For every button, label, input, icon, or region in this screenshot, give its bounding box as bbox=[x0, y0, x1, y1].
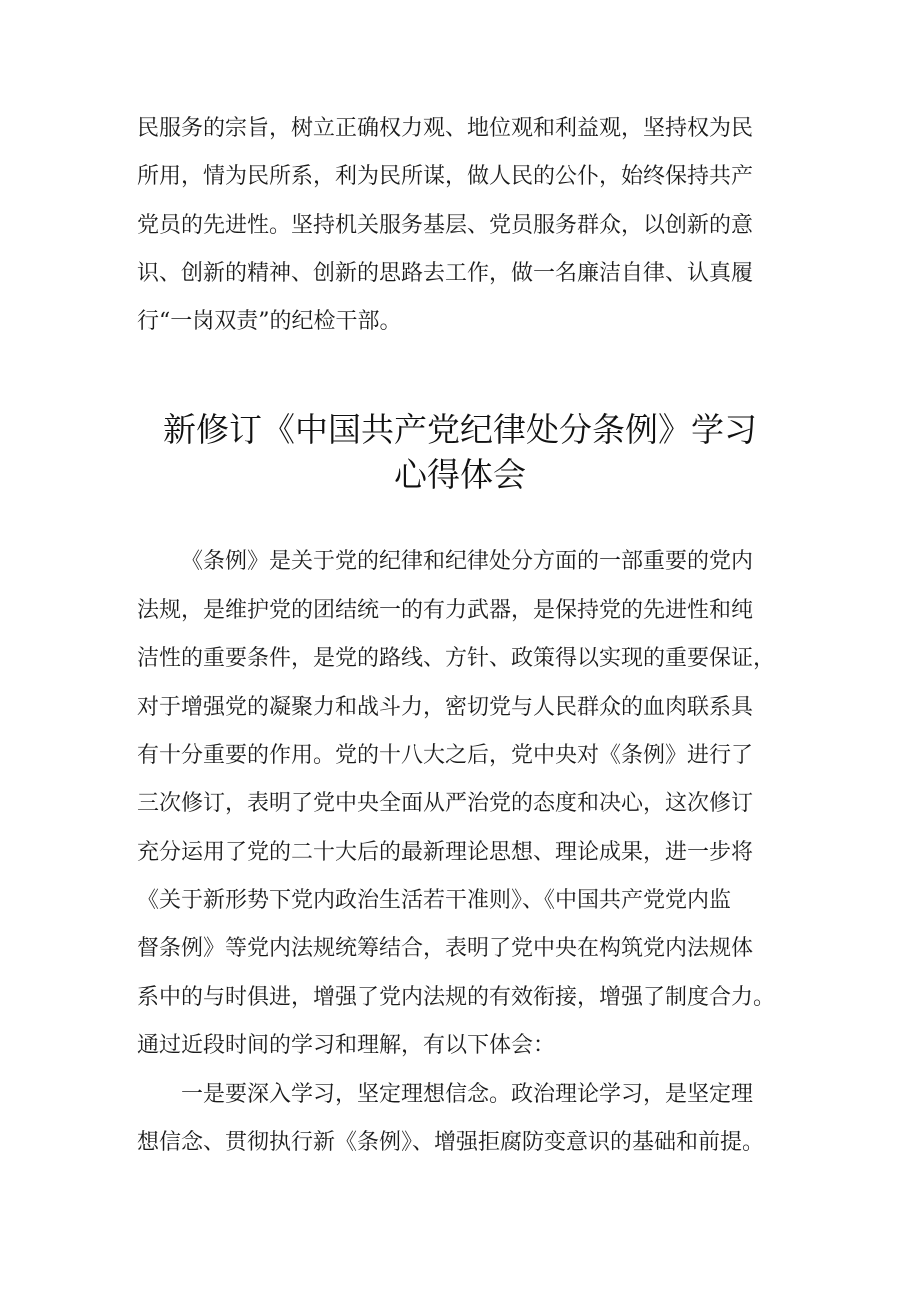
text-line: 行“一岗双责”的纪检干部。 bbox=[137, 309, 402, 334]
text-line: 《关于新形势下党内政治生活若干准则》、《中国共产党党内监 bbox=[137, 888, 732, 913]
text-line: 有十分重要的作用。党的十八大之后，党中央对《条例》进行了 bbox=[137, 743, 754, 768]
text-line: 《条例》是关于党的纪律和纪律处分方面的一部重要的党内 bbox=[181, 549, 754, 574]
text-line: 系中的与时俱进，增强了党内法规的有效衔接，增强了制度合力。 bbox=[137, 985, 776, 1010]
title-line: 心得体会 bbox=[394, 455, 526, 494]
text-line: 民服务的宗旨，树立正确权力观、地位观和利益观，坚持权为民 bbox=[137, 116, 754, 141]
text-line: 党员的先进性。坚持机关服务基层、党员服务群众，以创新的意 bbox=[137, 213, 754, 238]
title-line: 新修订《中国共产党纪律处分条例》学习 bbox=[163, 410, 757, 449]
text-line: 一是要深入学习，坚定理想信念。政治理论学习，是坚定理 bbox=[181, 1082, 754, 1107]
text-line: 充分运用了党的二十大后的最新理论思想、理论成果，进一步将 bbox=[137, 840, 754, 865]
text-line: 法规，是维护党的团结统一的有力武器，是保持党的先进性和纯 bbox=[137, 598, 754, 623]
text-line: 三次修订，表明了党中央全面从严治党的态度和决心，这次修订 bbox=[137, 791, 754, 816]
text-line: 洁性的重要条件，是党的路线、方针、政策得以实现的重要保证， bbox=[137, 646, 776, 671]
text-line: 督条例》等党内法规统筹结合，表明了党中央在构筑党内法规体 bbox=[137, 936, 754, 961]
text-line: 想信念、贯彻执行新《条例》、增强拒腐防变意识的基础和前提。 bbox=[137, 1130, 765, 1155]
text-line: 所用，情为民所系，利为民所谋，做人民的公仆，始终保持共产 bbox=[137, 164, 754, 189]
text-line: 对于增强党的凝聚力和战斗力，密切党与人民群众的血肉联系具 bbox=[137, 695, 754, 720]
text-line: 通过近段时间的学习和理解，有以下体会： bbox=[137, 1033, 556, 1058]
text-line: 识、创新的精神、创新的思路去工作，做一名廉洁自律、认真履 bbox=[137, 261, 754, 286]
